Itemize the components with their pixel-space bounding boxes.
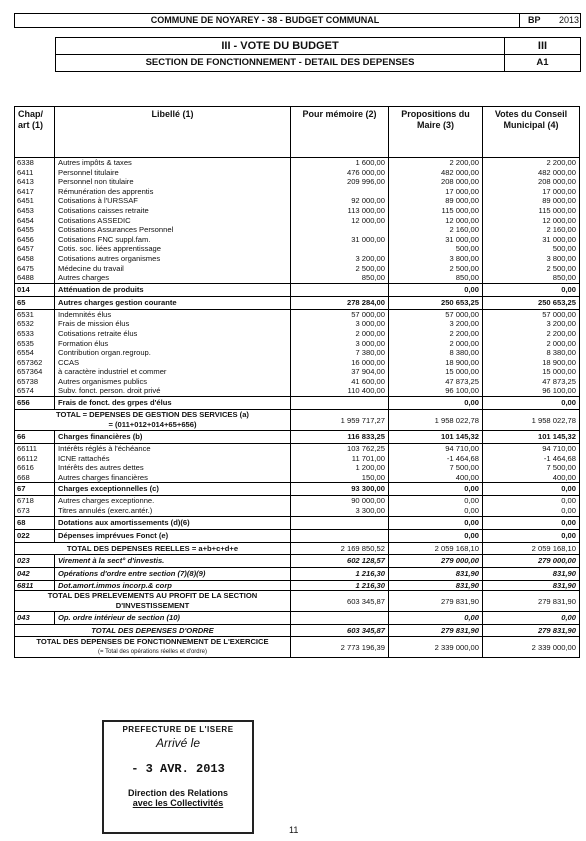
row-code: 6554 <box>15 348 55 358</box>
row-propositions: 7 500,00 <box>389 463 483 473</box>
row-propositions: 18 900,00 <box>389 358 483 368</box>
row-votes: 400,00 <box>483 473 580 483</box>
row-votes: 500,00 <box>483 244 580 254</box>
row-memoire: 603 345,87 <box>291 591 389 612</box>
row-votes: 3 200,00 <box>483 319 580 329</box>
row-propositions: 2 200,00 <box>389 158 483 168</box>
table-row <box>15 273 580 283</box>
total-label-line1: TOTAL DES DEPENSES DE FONCTIONNEMENT DE L'EXERCICE <box>36 637 269 647</box>
row-code: 6454 <box>15 216 55 226</box>
row-code: 6338 <box>15 158 55 168</box>
page-number: 11 <box>289 825 299 835</box>
row-votes: 47 873,25 <box>483 377 580 387</box>
table-row <box>15 309 580 319</box>
table-row <box>15 625 580 637</box>
row-votes: 279 831,90 <box>483 625 580 637</box>
row-propositions: 15 000,00 <box>389 367 483 377</box>
table-row <box>15 206 580 216</box>
row-code: 6811 <box>15 580 55 591</box>
row-label: Dot.amort.immos incorp.& corp <box>55 580 291 591</box>
row-memoire: 11 701,00 <box>291 454 389 464</box>
vote-roman: III <box>537 40 548 52</box>
row-propositions: 0,00 <box>389 483 483 496</box>
row-code: 043 <box>15 612 55 625</box>
row-label: Op. ordre intérieur de section (10) <box>55 612 291 625</box>
row-label: Cotisations caisses retraite <box>55 206 291 216</box>
row-votes: 2 200,00 <box>483 158 580 168</box>
table-row <box>15 244 580 254</box>
row-votes: 15 000,00 <box>483 367 580 377</box>
row-votes: 2 000,00 <box>483 339 580 349</box>
table-row <box>15 367 580 377</box>
row-propositions: 2 339 000,00 <box>389 637 483 658</box>
row-votes: 0,00 <box>483 496 580 506</box>
row-votes: 482 000,00 <box>483 168 580 178</box>
row-votes: 12 000,00 <box>483 216 580 226</box>
row-code: 6457 <box>15 244 55 254</box>
row-votes: 0,00 <box>483 529 580 542</box>
row-code: 6455 <box>15 225 55 235</box>
table-row <box>15 386 580 396</box>
row-code: 6488 <box>15 273 55 283</box>
row-propositions: 482 000,00 <box>389 168 483 178</box>
row-code: 673 <box>15 506 55 516</box>
row-propositions: 1 958 022,78 <box>389 410 483 431</box>
row-code: 66111 <box>15 444 55 454</box>
row-memoire: 3 000,00 <box>291 319 389 329</box>
row-memoire: 2 000,00 <box>291 329 389 339</box>
row-code: 6718 <box>15 496 55 506</box>
vote-subtitle: SECTION DE FONCTIONNEMENT - DETAIL DES DEPENSES <box>145 57 415 68</box>
row-memoire <box>291 187 389 197</box>
row-code: 6535 <box>15 339 55 349</box>
row-memoire: 3 200,00 <box>291 254 389 264</box>
row-code: 6458 <box>15 254 55 264</box>
row-memoire: 850,00 <box>291 273 389 283</box>
row-propositions: 8 380,00 <box>389 348 483 358</box>
table-row <box>15 168 580 178</box>
row-code: 042 <box>15 567 55 580</box>
row-propositions: 831,90 <box>389 567 483 580</box>
row-propositions: 279 000,00 <box>389 554 483 567</box>
row-votes: 831,90 <box>483 567 580 580</box>
row-votes: 57 000,00 <box>483 309 580 319</box>
row-memoire: 1 600,00 <box>291 158 389 168</box>
row-memoire: 41 600,00 <box>291 377 389 387</box>
total-label-line2: (= Total des opérations réelles et d'ordre) <box>98 649 207 656</box>
row-propositions: -1 464,68 <box>389 454 483 464</box>
table-row <box>15 319 580 329</box>
row-label: Contribution organ.regroup. <box>55 348 291 358</box>
table-row <box>15 496 580 506</box>
col-header-votes: Votes du Conseil Municipal (4) <box>483 107 580 158</box>
row-votes: 250 653,25 <box>483 296 580 309</box>
row-votes: 0,00 <box>483 516 580 529</box>
total-label-line1: TOTAL = DEPENSES DE GESTION DES SERVICES (a) <box>56 410 249 420</box>
table-row <box>15 397 580 410</box>
row-votes: 0,00 <box>483 483 580 496</box>
row-code: 67 <box>15 483 55 496</box>
table-row <box>15 612 580 625</box>
table-row <box>15 580 580 591</box>
row-propositions: 400,00 <box>389 473 483 483</box>
row-memoire <box>291 397 389 410</box>
table-header-row <box>15 107 580 158</box>
row-label: Charges exceptionnelles (c) <box>55 483 291 496</box>
row-propositions: 850,00 <box>389 273 483 283</box>
row-propositions: 0,00 <box>389 612 483 625</box>
row-propositions: 279 831,90 <box>389 625 483 637</box>
row-label: Intérêts réglés à l'échéance <box>55 444 291 454</box>
row-votes: 18 900,00 <box>483 358 580 368</box>
row-propositions: 94 710,00 <box>389 444 483 454</box>
row-propositions: 57 000,00 <box>389 309 483 319</box>
row-propositions: 0,00 <box>389 496 483 506</box>
row-code: 656 <box>15 397 55 410</box>
row-code: 66 <box>15 431 55 444</box>
prefecture-stamp <box>102 720 254 834</box>
table-row <box>15 329 580 339</box>
row-memoire <box>291 612 389 625</box>
row-votes: 2 500,00 <box>483 264 580 274</box>
row-label: Virement à la sect° d'investis. <box>55 554 291 567</box>
row-votes: 17 000,00 <box>483 187 580 197</box>
table-row <box>15 158 580 168</box>
row-propositions: 12 000,00 <box>389 216 483 226</box>
row-memoire <box>291 283 389 296</box>
row-votes: 850,00 <box>483 273 580 283</box>
row-votes: 279 831,90 <box>483 591 580 612</box>
table-row <box>15 506 580 516</box>
row-label: Cotisations FNC suppl.fam. <box>55 235 291 245</box>
vote-title: III - VOTE DU BUDGET <box>221 40 339 52</box>
row-votes: 115 000,00 <box>483 206 580 216</box>
row-label: Autres charges <box>55 273 291 283</box>
row-memoire: 31 000,00 <box>291 235 389 245</box>
row-propositions: 0,00 <box>389 283 483 296</box>
table-row <box>15 177 580 187</box>
row-propositions: 0,00 <box>389 506 483 516</box>
row-label: Autres charges gestion courante <box>55 296 291 309</box>
total-label <box>15 591 291 612</box>
row-propositions: 2 000,00 <box>389 339 483 349</box>
row-label: Médecine du travail <box>55 264 291 274</box>
vote-code: A1 <box>536 57 549 68</box>
row-memoire <box>291 529 389 542</box>
row-memoire <box>291 225 389 235</box>
row-propositions: 2 059 168,10 <box>389 542 483 554</box>
stamp-date: - 3 AVR. 2013 <box>131 762 225 776</box>
row-code: 6413 <box>15 177 55 187</box>
row-label: Cotisations retraite élus <box>55 329 291 339</box>
table-row <box>15 283 580 296</box>
row-memoire: 1 216,30 <box>291 567 389 580</box>
row-propositions: 0,00 <box>389 529 483 542</box>
row-label: Autres organismes publics <box>55 377 291 387</box>
total-label <box>15 637 291 658</box>
row-memoire: 90 000,00 <box>291 496 389 506</box>
row-votes: 96 100,00 <box>483 386 580 396</box>
row-memoire: 1 216,30 <box>291 580 389 591</box>
row-propositions: 500,00 <box>389 244 483 254</box>
budget-table <box>14 106 580 658</box>
row-label: CCAS <box>55 358 291 368</box>
row-label: ICNE rattachés <box>55 454 291 464</box>
row-votes: 7 500,00 <box>483 463 580 473</box>
row-memoire: 37 904,00 <box>291 367 389 377</box>
table-row <box>15 358 580 368</box>
vote-box <box>55 37 581 72</box>
row-memoire: 209 996,00 <box>291 177 389 187</box>
table-row <box>15 516 580 529</box>
table-row <box>15 410 580 431</box>
row-memoire: 113 000,00 <box>291 206 389 216</box>
row-label: Dépenses imprévues Fonct (e) <box>55 529 291 542</box>
row-votes: 208 000,00 <box>483 177 580 187</box>
table-row <box>15 235 580 245</box>
row-code: 6411 <box>15 168 55 178</box>
row-code: 657364 <box>15 367 55 377</box>
row-votes: 0,00 <box>483 612 580 625</box>
row-memoire: 2 773 196,39 <box>291 637 389 658</box>
row-propositions: 0,00 <box>389 397 483 410</box>
row-memoire: 1 959 717,27 <box>291 410 389 431</box>
row-code: 6417 <box>15 187 55 197</box>
table-row <box>15 339 580 349</box>
row-propositions: 89 000,00 <box>389 196 483 206</box>
table-row <box>15 225 580 235</box>
row-memoire: 2 169 850,52 <box>291 542 389 554</box>
row-propositions: 96 100,00 <box>389 386 483 396</box>
vote-title-row <box>56 38 580 55</box>
row-code: 668 <box>15 473 55 483</box>
total-label <box>15 410 291 431</box>
row-memoire: 1 200,00 <box>291 463 389 473</box>
row-code: 65738 <box>15 377 55 387</box>
row-votes: -1 464,68 <box>483 454 580 464</box>
row-memoire <box>291 516 389 529</box>
row-label: Cotisations Assurances Personnel <box>55 225 291 235</box>
row-votes: 31 000,00 <box>483 235 580 245</box>
row-memoire: 3 300,00 <box>291 506 389 516</box>
row-votes: 89 000,00 <box>483 196 580 206</box>
table-row <box>15 637 580 658</box>
row-propositions: 2 160,00 <box>389 225 483 235</box>
col-header-propositions: Propositions du Maire (3) <box>389 107 483 158</box>
table-row <box>15 554 580 567</box>
table-row <box>15 473 580 483</box>
row-propositions: 31 000,00 <box>389 235 483 245</box>
row-label: à caractère industriel et commer <box>55 367 291 377</box>
header-divider <box>519 14 520 27</box>
total-label-line1: TOTAL DES PRELEVEMENTS AU PROFIT DE LA SECTION <box>47 591 258 601</box>
total-label-line2: = (011+012+014+65+656) <box>108 420 197 430</box>
row-memoire: 57 000,00 <box>291 309 389 319</box>
row-propositions: 47 873,25 <box>389 377 483 387</box>
row-code: 65 <box>15 296 55 309</box>
row-votes: 94 710,00 <box>483 444 580 454</box>
row-memoire: 7 380,00 <box>291 348 389 358</box>
table-row <box>15 431 580 444</box>
table-row <box>15 591 580 612</box>
row-votes: 3 800,00 <box>483 254 580 264</box>
row-memoire: 93 300,00 <box>291 483 389 496</box>
row-memoire: 110 400,00 <box>291 386 389 396</box>
row-propositions: 3 200,00 <box>389 319 483 329</box>
table-row <box>15 348 580 358</box>
row-label: Autres charges financières <box>55 473 291 483</box>
stamp-line4: Direction des Relations <box>127 788 229 798</box>
row-memoire: 16 000,00 <box>291 358 389 368</box>
stamp-line1: PREFECTURE DE L'ISERE <box>122 725 234 734</box>
table-row <box>15 567 580 580</box>
row-votes: 2 059 168,10 <box>483 542 580 554</box>
row-propositions: 208 000,00 <box>389 177 483 187</box>
table-row <box>15 216 580 226</box>
row-propositions: 0,00 <box>389 516 483 529</box>
stamp-line2: Arrivé le <box>155 736 200 750</box>
table-row <box>15 196 580 206</box>
table-row <box>15 529 580 542</box>
row-code: 66112 <box>15 454 55 464</box>
row-votes: 2 200,00 <box>483 329 580 339</box>
row-votes: 831,90 <box>483 580 580 591</box>
row-propositions: 2 500,00 <box>389 264 483 274</box>
total-label-line1: TOTAL DES DEPENSES REELLES = a+b+c+d+e <box>66 543 239 553</box>
row-label: Cotis. soc. liées apprentissage <box>55 244 291 254</box>
row-propositions: 2 200,00 <box>389 329 483 339</box>
total-label-line2: D'INVESTISSEMENT <box>115 601 190 611</box>
table-row <box>15 377 580 387</box>
row-code: 6456 <box>15 235 55 245</box>
table-body <box>15 158 580 658</box>
row-label: Cotisations autres organismes <box>55 254 291 264</box>
row-memoire: 3 000,00 <box>291 339 389 349</box>
row-code: 6574 <box>15 386 55 396</box>
table-row <box>15 463 580 473</box>
row-code: 014 <box>15 283 55 296</box>
row-label: Intérêts des autres dettes <box>55 463 291 473</box>
header-code: BP <box>528 15 541 25</box>
table-row <box>15 187 580 197</box>
total-label <box>15 542 291 554</box>
row-memoire: 150,00 <box>291 473 389 483</box>
row-propositions: 831,90 <box>389 580 483 591</box>
row-label: Opérations d'ordre entre section (7)(8)(9) <box>55 567 291 580</box>
row-votes: 101 145,32 <box>483 431 580 444</box>
row-label: Cotisations à l'URSSAF <box>55 196 291 206</box>
table-row <box>15 454 580 464</box>
row-label: Titres annulés (exerc.antér.) <box>55 506 291 516</box>
row-votes: 2 160,00 <box>483 225 580 235</box>
row-votes: 1 958 022,78 <box>483 410 580 431</box>
total-label <box>15 625 291 637</box>
col-header-chap: Chap/ art (1) <box>15 107 55 158</box>
row-code: 6616 <box>15 463 55 473</box>
row-code: 6453 <box>15 206 55 216</box>
row-propositions: 3 800,00 <box>389 254 483 264</box>
row-code: 6451 <box>15 196 55 206</box>
row-memoire: 278 284,00 <box>291 296 389 309</box>
row-label: Charges financières (b) <box>55 431 291 444</box>
stamp-line5: avec les Collectivités <box>132 798 224 808</box>
row-memoire: 116 833,25 <box>291 431 389 444</box>
row-memoire: 103 762,25 <box>291 444 389 454</box>
row-votes: 0,00 <box>483 506 580 516</box>
row-code: 6532 <box>15 319 55 329</box>
row-code: 6531 <box>15 309 55 319</box>
total-label-line1: TOTAL DES DEPENSES D'ORDRE <box>91 626 214 636</box>
row-label: Subv. fonct. person. droit privé <box>55 386 291 396</box>
row-label: Dotations aux amortissements (d)(6) <box>55 516 291 529</box>
row-votes: 0,00 <box>483 397 580 410</box>
row-memoire <box>291 244 389 254</box>
row-code: 6475 <box>15 264 55 274</box>
row-label: Autres impôts & taxes <box>55 158 291 168</box>
table-row <box>15 483 580 496</box>
row-votes: 279 000,00 <box>483 554 580 567</box>
row-code: 68 <box>15 516 55 529</box>
row-propositions: 17 000,00 <box>389 187 483 197</box>
row-label: Personnel titulaire <box>55 168 291 178</box>
row-code: 6533 <box>15 329 55 339</box>
row-memoire: 2 500,00 <box>291 264 389 274</box>
row-label: Frais de fonct. des grpes d'élus <box>55 397 291 410</box>
row-memoire: 603 345,87 <box>291 625 389 637</box>
row-label: Autres charges exceptionne. <box>55 496 291 506</box>
row-label: Formation élus <box>55 339 291 349</box>
row-memoire: 92 000,00 <box>291 196 389 206</box>
row-code: 657362 <box>15 358 55 368</box>
col-header-memoire: Pour mémoire (2) <box>291 107 389 158</box>
row-votes: 0,00 <box>483 283 580 296</box>
vote-subtitle-row <box>56 55 580 71</box>
row-memoire: 476 000,00 <box>291 168 389 178</box>
row-propositions: 115 000,00 <box>389 206 483 216</box>
row-votes: 8 380,00 <box>483 348 580 358</box>
table-row <box>15 444 580 454</box>
row-propositions: 279 831,90 <box>389 591 483 612</box>
row-code: 022 <box>15 529 55 542</box>
table-row <box>15 542 580 554</box>
row-label: Rémunération des apprentis <box>55 187 291 197</box>
table-row <box>15 254 580 264</box>
row-label: Personnel non titulaire <box>55 177 291 187</box>
row-votes: 2 339 000,00 <box>483 637 580 658</box>
col-header-libelle: Libellé (1) <box>55 107 291 158</box>
row-memoire: 12 000,00 <box>291 216 389 226</box>
row-propositions: 101 145,32 <box>389 431 483 444</box>
row-label: Cotisations ASSEDIC <box>55 216 291 226</box>
row-code: 023 <box>15 554 55 567</box>
row-label: Atténuation de produits <box>55 283 291 296</box>
row-memoire: 602 128,57 <box>291 554 389 567</box>
table-row <box>15 264 580 274</box>
table-row <box>15 296 580 309</box>
row-propositions: 250 653,25 <box>389 296 483 309</box>
header-title: COMMUNE DE NOYAREY - 38 - BUDGET COMMUNAL <box>150 15 380 25</box>
row-label: Frais de mission élus <box>55 319 291 329</box>
page-header <box>14 13 581 28</box>
row-label: Indemnités élus <box>55 309 291 319</box>
header-year: 2013 <box>559 15 580 25</box>
